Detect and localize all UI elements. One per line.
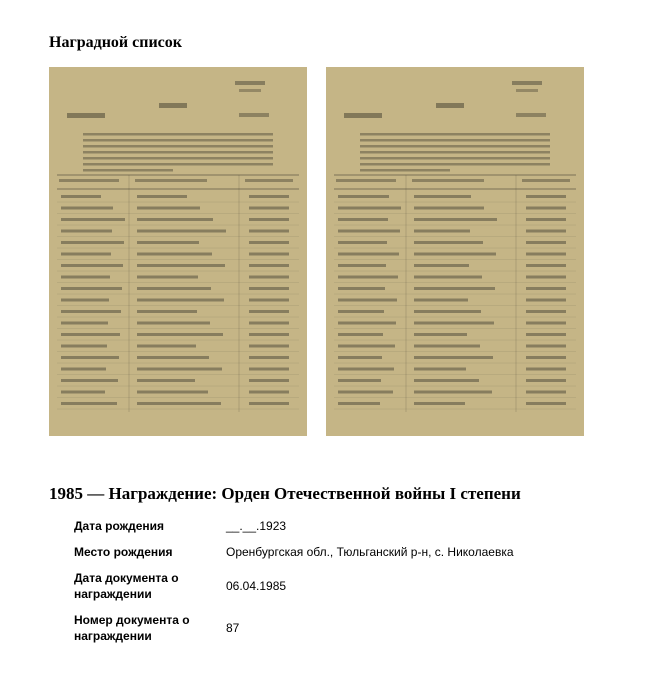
row-mark [526, 276, 566, 279]
row-mark [414, 356, 493, 359]
row-mark [249, 356, 289, 359]
award-document-image-1[interactable] [49, 67, 307, 436]
row-mark [61, 276, 110, 279]
table-header-mark [336, 179, 396, 182]
row-mark [526, 333, 566, 336]
row-mark [61, 207, 113, 210]
row-mark [249, 345, 289, 348]
place-mark [516, 113, 546, 117]
row-mark [414, 368, 466, 371]
row-mark [338, 253, 399, 256]
paragraph-line [360, 133, 550, 136]
award-heading: 1985 — Награждение: Орден Отечественной войны I степени [49, 484, 521, 503]
paragraph-line [360, 145, 550, 148]
row-mark [338, 195, 389, 198]
row-mark [414, 402, 465, 405]
row-mark [137, 310, 197, 313]
paragraph-line [360, 139, 550, 142]
row-mark [526, 253, 566, 256]
row-mark [137, 299, 224, 302]
row-mark [338, 356, 382, 359]
row-mark [137, 391, 208, 394]
row-mark [414, 264, 469, 267]
row-mark [338, 379, 381, 382]
row-mark [137, 264, 225, 267]
row-mark [137, 356, 209, 359]
row-mark [61, 379, 118, 382]
row-mark [61, 391, 105, 394]
row-mark [414, 195, 471, 198]
row-mark [249, 287, 289, 290]
row-mark [249, 253, 289, 256]
row-mark [249, 241, 289, 244]
paragraph-line [83, 169, 173, 172]
row-mark [61, 299, 109, 302]
row-mark [61, 264, 123, 267]
row-mark [338, 402, 380, 405]
birth-date-value: __.__.1923 [226, 519, 287, 533]
paragraph-line [360, 169, 450, 172]
row-mark [137, 287, 211, 290]
row-mark [526, 402, 566, 405]
paragraph-line [83, 151, 273, 154]
row-mark [61, 230, 112, 233]
title-mark [436, 103, 464, 108]
row-mark [249, 368, 289, 371]
detail-row-birth-place [66, 539, 522, 565]
row-mark [249, 310, 289, 313]
row-mark [414, 322, 494, 325]
row-mark [137, 345, 196, 348]
row-mark [61, 218, 125, 221]
birth-place-value: Оренбургская обл., Тюльганский р-н, с. Николаевка [226, 545, 514, 559]
row-mark [137, 368, 222, 371]
row-mark [414, 287, 495, 290]
paragraph-line [83, 139, 273, 142]
row-mark [414, 310, 481, 313]
row-mark [414, 241, 483, 244]
paragraph-line [83, 145, 273, 148]
row-mark [338, 345, 395, 348]
detail-row-doc-date [66, 565, 522, 607]
row-mark [414, 230, 470, 233]
section-title: Наградной список [49, 34, 182, 51]
table-header-mark [412, 179, 484, 182]
row-mark [61, 345, 107, 348]
row-mark [61, 310, 121, 313]
date-mark [67, 113, 105, 118]
detail-row-birth-date [66, 513, 522, 539]
row-mark [61, 241, 124, 244]
row-mark [61, 253, 111, 256]
row-mark [338, 207, 401, 210]
row-mark [61, 368, 106, 371]
row-mark [249, 333, 289, 336]
row-mark [137, 207, 200, 210]
place-mark [239, 113, 269, 117]
row-mark [137, 276, 198, 279]
row-mark [249, 322, 289, 325]
row-mark [249, 207, 289, 210]
row-mark [137, 230, 226, 233]
row-mark [338, 299, 397, 302]
row-mark [249, 230, 289, 233]
row-mark [338, 264, 386, 267]
row-mark [137, 333, 223, 336]
doc-date-value: 06.04.1985 [226, 579, 287, 593]
row-mark [526, 230, 566, 233]
row-mark [526, 264, 566, 267]
row-mark [61, 333, 120, 336]
row-mark [526, 391, 566, 394]
row-mark [137, 218, 213, 221]
row-mark [249, 402, 289, 405]
row-mark [526, 241, 566, 244]
row-mark [249, 218, 289, 221]
row-mark [249, 195, 289, 198]
row-mark [61, 356, 119, 359]
birth-place-label: Место рождения [74, 545, 173, 559]
row-mark [526, 345, 566, 348]
header-mark [516, 89, 538, 92]
row-mark [414, 207, 484, 210]
row-mark [414, 391, 492, 394]
row-mark [338, 310, 384, 313]
row-mark [338, 218, 388, 221]
row-mark [414, 218, 497, 221]
row-mark [338, 230, 400, 233]
row-mark [137, 195, 187, 198]
row-mark [137, 402, 221, 405]
row-mark [526, 207, 566, 210]
doc-number-label: Номер документа о награждении [74, 613, 190, 643]
row-mark [526, 195, 566, 198]
row-mark [414, 299, 468, 302]
table-header-mark [245, 179, 293, 182]
row-mark [526, 287, 566, 290]
detail-row-doc-number [66, 607, 522, 649]
row-mark [526, 299, 566, 302]
row-mark [61, 195, 101, 198]
row-mark [338, 241, 387, 244]
paragraph-line [360, 157, 550, 160]
award-document-image-2[interactable] [326, 67, 584, 436]
paragraph-line [360, 151, 550, 154]
row-mark [526, 379, 566, 382]
row-mark [249, 264, 289, 267]
row-mark [414, 253, 496, 256]
row-mark [137, 253, 212, 256]
doc-date-label: Дата документа о награждении [74, 571, 179, 601]
title-mark [159, 103, 187, 108]
row-mark [414, 345, 480, 348]
row-mark [249, 299, 289, 302]
row-mark [338, 287, 385, 290]
header-mark [239, 89, 261, 92]
row-mark [338, 333, 383, 336]
row-mark [249, 391, 289, 394]
paragraph-line [83, 163, 273, 166]
date-mark [344, 113, 382, 118]
row-mark [338, 368, 394, 371]
row-mark [137, 241, 199, 244]
row-mark [526, 356, 566, 359]
row-mark [61, 322, 108, 325]
row-mark [249, 276, 289, 279]
row-mark [61, 287, 122, 290]
header-mark [512, 81, 542, 85]
row-mark [137, 379, 195, 382]
row-mark [414, 333, 467, 336]
row-mark [249, 379, 289, 382]
doc-number-value: 87 [226, 621, 240, 635]
row-mark [414, 276, 482, 279]
row-mark [338, 391, 393, 394]
header-mark [235, 81, 265, 85]
table-header-mark [522, 179, 570, 182]
row-mark [526, 310, 566, 313]
table-header-mark [59, 179, 119, 182]
paragraph-line [83, 133, 273, 136]
row-mark [526, 322, 566, 325]
row-mark [137, 322, 210, 325]
row-mark [338, 322, 396, 325]
row-mark [338, 276, 398, 279]
award-details-table [66, 513, 522, 649]
row-mark [526, 368, 566, 371]
paragraph-line [360, 163, 550, 166]
paragraph-line [83, 157, 273, 160]
row-mark [61, 402, 117, 405]
birth-date-label: Дата рождения [74, 519, 165, 533]
row-mark [414, 379, 479, 382]
table-header-mark [135, 179, 207, 182]
row-mark [526, 218, 566, 221]
